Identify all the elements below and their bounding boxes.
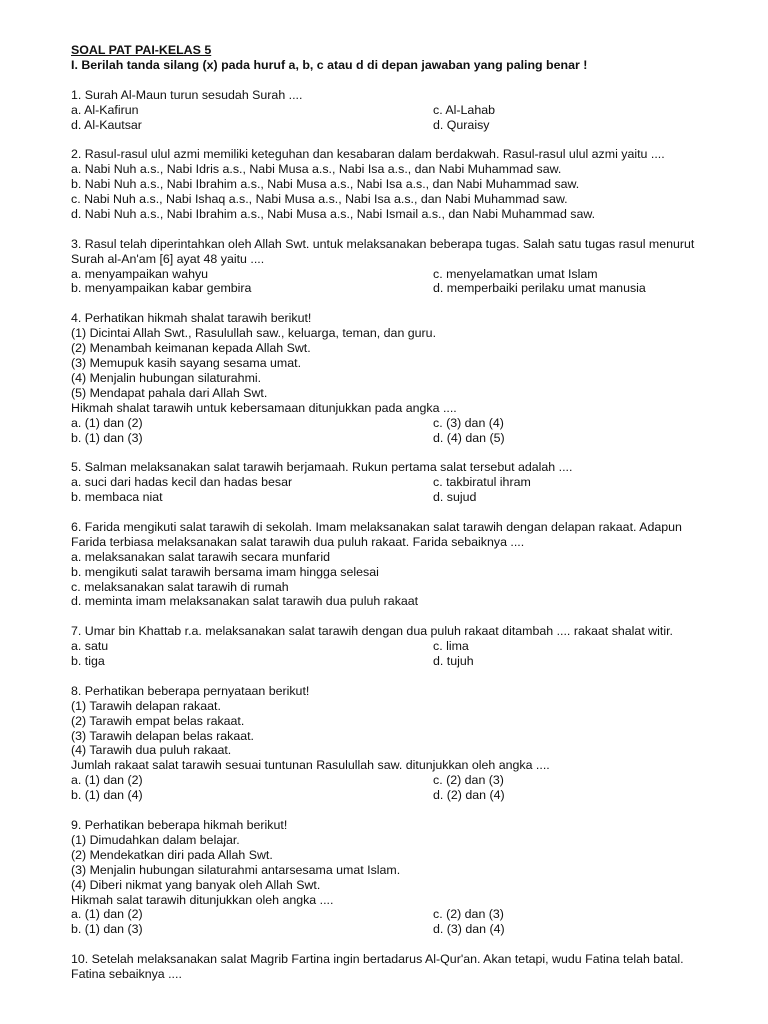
question-6 [71, 520, 699, 609]
answer-option[interactable]: a. Nabi Nuh a.s., Nabi Idris a.s., Nabi Musa a.s., Nabi Isa a.s., dan Nabi Muhammad saw. [71, 162, 562, 177]
option-row [71, 267, 699, 282]
option-row [71, 431, 699, 446]
question-text: 7. Umar bin Khattab r.a. melaksanakan salat tarawih dengan dua puluh rakaat ditambah .... rakaat shalat witir. [71, 624, 673, 639]
question-text: 10. Setelah melaksanakan salat Magrib Fartina ingin bertadarus Al-Qur'an. Akan tetapi, wudu Fatina telah batal. Fatina sebaiknya .... [71, 952, 684, 982]
question-line: (2) Mendekatkan diri pada Allah Swt. [71, 847, 273, 862]
question-3 [71, 237, 699, 297]
question-line: Jumlah rakaat salat tarawih sesuai tuntunan Rasulullah saw. ditunjukkan oleh angka .... [71, 758, 550, 773]
answer-option[interactable]: b. Nabi Nuh a.s., Nabi Ibrahim a.s., Nabi Musa a.s., Nabi Isa a.s., dan Nabi Muhammad saw. [71, 177, 580, 192]
question-list [71, 88, 699, 982]
question-line: Hikmah salat tarawih ditunjukkan oleh angka .... [71, 892, 334, 907]
question-4 [71, 311, 699, 445]
answer-option[interactable]: d. sujud [433, 490, 477, 505]
answer-option[interactable]: a. (1) dan (2) [71, 415, 143, 430]
answer-option[interactable]: b. tiga [71, 654, 105, 669]
question-8 [71, 684, 699, 803]
option-row [71, 281, 699, 296]
question-line: (3) Memupuk kasih sayang sesama umat. [71, 355, 302, 370]
answer-option[interactable]: d. Al-Kautsar [71, 117, 142, 132]
answer-option[interactable]: a. menyampaikan wahyu [71, 266, 209, 281]
question-line: (4) Menjalin hubungan silaturahmi. [71, 370, 262, 385]
question-line: (2) Menambah keimanan kepada Allah Swt. [71, 341, 311, 356]
answer-option[interactable]: a. melaksanakan salat tarawih secara munfarid [71, 549, 330, 564]
answer-option[interactable]: c. (3) dan (4) [433, 415, 504, 430]
option-row [71, 475, 699, 490]
answer-option[interactable]: b. membaca niat [71, 490, 163, 505]
answer-option[interactable]: d. (2) dan (4) [433, 788, 505, 803]
question-line: (2) Tarawih empat belas rakaat. [71, 713, 245, 728]
answer-option[interactable]: a. Al-Kafirun [71, 102, 139, 117]
document-content [71, 43, 699, 997]
answer-option[interactable]: b. (1) dan (3) [71, 922, 143, 937]
answer-option[interactable]: d. tujuh [433, 654, 474, 669]
question-5 [71, 460, 699, 505]
answer-option[interactable]: b. (1) dan (3) [71, 430, 143, 445]
answer-option[interactable]: d. memperbaiki perilaku umat manusia [433, 281, 646, 296]
answer-option[interactable]: c. Al-Lahab [433, 102, 495, 117]
question-text: 8. Perhatikan beberapa pernyataan berikut! [71, 683, 310, 698]
option-row [71, 416, 699, 431]
question-line: (5) Mendapat pahala dari Allah Swt. [71, 385, 268, 400]
answer-option[interactable]: d. Quraisy [433, 117, 490, 132]
question-line: (1) Tarawih delapan rakaat. [71, 698, 221, 713]
answer-option[interactable]: b. mengikuti salat tarawih bersama imam hingga selesai [71, 564, 379, 579]
question-text: 5. Salman melaksanakan salat tarawih berjamaah. Rukun pertama salat tersebut adalah .... [71, 460, 573, 475]
question-text: 3. Rasul telah diperintahkan oleh Allah Swt. untuk melaksanakan beberapa tugas. Salah satu tugas rasul menurut Surah al-An'am [6] ayat 48 yaitu .... [71, 236, 695, 266]
question-line: (4) Diberi nikmat yang banyak oleh Allah Swt. [71, 877, 321, 892]
answer-option[interactable]: b. (1) dan (4) [71, 788, 143, 803]
answer-option[interactable]: d. (3) dan (4) [433, 922, 505, 937]
answer-option[interactable]: a. satu [71, 639, 109, 654]
option-row [71, 118, 699, 133]
question-text: 4. Perhatikan hikmah shalat tarawih berikut! [71, 311, 312, 326]
option-row [71, 639, 699, 654]
answer-option[interactable]: b. menyampaikan kabar gembira [71, 281, 252, 296]
question-line: (3) Tarawih delapan belas rakaat. [71, 728, 254, 743]
answer-option[interactable]: c. lima [433, 639, 469, 654]
answer-option[interactable]: d. (4) dan (5) [433, 430, 505, 445]
option-row [71, 654, 699, 669]
option-row [71, 922, 699, 937]
question-text: 1. Surah Al-Maun turun sesudah Surah .... [71, 87, 303, 102]
question-text: 2. Rasul-rasul ulul azmi memiliki keteguhan dan kesabaran dalam berdakwah. Rasul-rasul ulul azmi yaitu .... [71, 147, 665, 162]
instruction-text: I. Berilah tanda silang (x) pada huruf a, b, c atau d di depan jawaban yang paling benar ! [71, 57, 588, 72]
answer-option[interactable]: c. melaksanakan salat tarawih di rumah [71, 579, 289, 594]
option-row [71, 103, 699, 118]
question-text: 9. Perhatikan beberapa hikmah berikut! [71, 817, 288, 832]
question-10 [71, 952, 699, 982]
question-1 [71, 88, 699, 133]
answer-option[interactable]: c. (2) dan (3) [433, 773, 504, 788]
answer-option[interactable]: c. menyelamatkan umat Islam [433, 266, 598, 281]
question-line: (4) Tarawih dua puluh rakaat. [71, 743, 232, 758]
question-line: Hikmah shalat tarawih untuk kebersamaan ditunjukkan pada angka .... [71, 400, 457, 415]
answer-option[interactable]: d. Nabi Nuh a.s., Nabi Ibrahim a.s., Nabi Musa a.s., Nabi Ismail a.s., dan Nabi Muhammad saw. [71, 206, 596, 221]
answer-option[interactable]: a. suci dari hadas kecil dan hadas besar [71, 475, 293, 490]
question-text: 6. Farida mengikuti salat tarawih di sekolah. Imam melaksanakan salat tarawih dengan delapan rakaat. Adapun Farida terbiasa melaksanakan salat tarawih dua puluh rakaat. Farida sebaiknya .... [71, 519, 682, 549]
question-7 [71, 624, 699, 669]
question-line: (1) Dicintai Allah Swt., Rasulullah saw., keluarga, teman, dan guru. [71, 326, 437, 341]
option-row [71, 773, 699, 788]
document-title: SOAL PAT PAI-KELAS 5 [71, 43, 212, 57]
answer-option[interactable]: a. (1) dan (2) [71, 773, 143, 788]
option-row [71, 490, 699, 505]
question-line: (1) Dimudahkan dalam belajar. [71, 832, 240, 847]
answer-option[interactable]: c. (2) dan (3) [433, 907, 504, 922]
option-row [71, 907, 699, 922]
answer-option[interactable]: c. Nabi Nuh a.s., Nabi Ishaq a.s., Nabi Musa a.s., Nabi Isa a.s., dan Nabi Muhammad saw. [71, 192, 568, 207]
answer-option[interactable]: d. meminta imam melaksanakan salat tarawih dua puluh rakaat [71, 594, 419, 609]
question-9 [71, 818, 699, 937]
question-line: (3) Menjalin hubungan silaturahmi antarsesama umat Islam. [71, 862, 401, 877]
option-row [71, 788, 699, 803]
answer-option[interactable]: a. (1) dan (2) [71, 907, 143, 922]
question-2 [71, 147, 699, 222]
answer-option[interactable]: c. takbiratul ihram [433, 475, 531, 490]
